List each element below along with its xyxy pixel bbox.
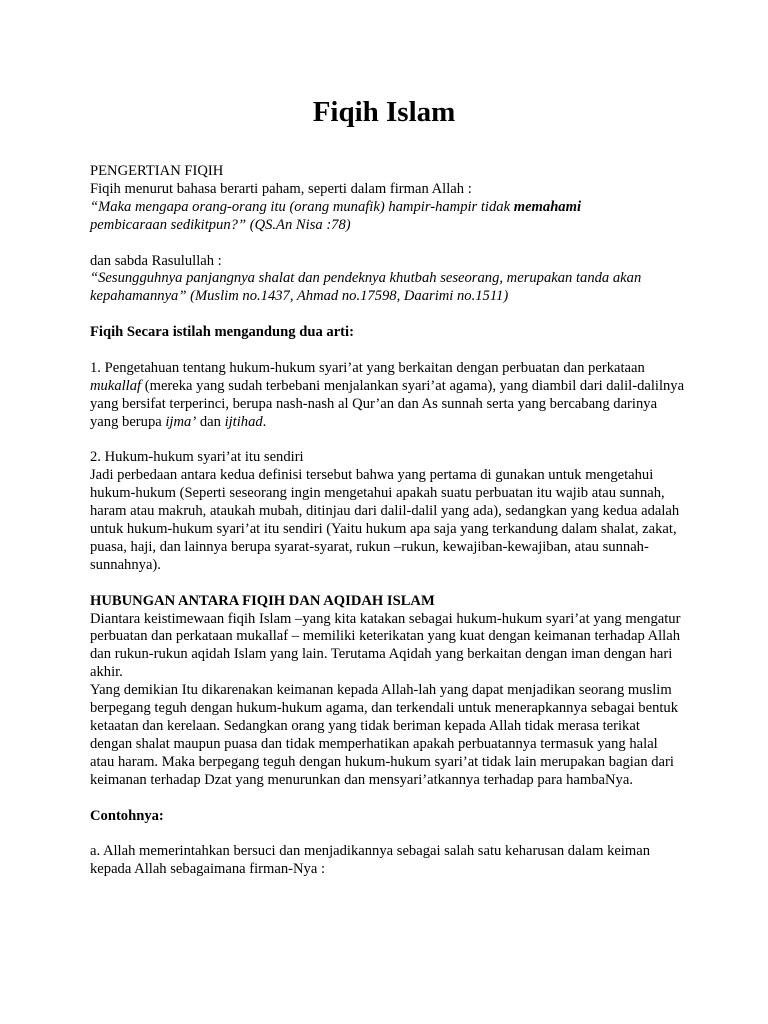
document-body [90, 163, 685, 879]
section-heading-hubungan: HUBUNGAN ANTARA FIQIH DAN AQIDAH ISLAM [90, 592, 435, 609]
paragraph-sabda: dan sabda Rasulullah : [90, 252, 222, 269]
page-title: Fiqih Islam [312, 96, 456, 128]
quote-text-b: pembicaraan sedikitpun?” (QS.An Nisa :78) [90, 216, 351, 233]
paragraph-hubungan-1: Diantara keistimewaan fiqih Islam –yang kita katakan sebagai hukum-hukum syari’at yang mengatur perbuatan dan perkataan mukallaf – memiliki keterikatan yang kuat dengan keimanan terhadap Allah dan rukun-rukun aqidah Islam yang lain. Terutama Aqidah yang berkaitan dengan iman dengan hari akhir. [90, 610, 681, 681]
term-ijma: ijma’ [165, 413, 197, 430]
def1-text-end: . [262, 413, 267, 430]
quote-hadith: “Sesungguhnya panjangnya shalat dan pendeknya khutbah seseorang, merupakan tanda akan kepahamannya” (Muslim no.1437, Ahmad no.17598, Daarimi no.1511) [90, 270, 642, 305]
paragraph-intro: Fiqih menurut bahasa berarti paham, seperti dalam firman Allah : [90, 180, 472, 197]
quote-annisa [90, 199, 685, 235]
section-heading-contohnya: Contohnya: [90, 807, 164, 824]
paragraph-definition-2-title: 2. Hukum-hukum syari’at itu sendiri [90, 449, 304, 466]
paragraph-hubungan-2: Yang demikian Itu dikarenakan keimanan kepada Allah-lah yang dapat menjadikan seorang muslim berpegang teguh dengan hukum-hukum agama, dan terkendali untuk menerapkannya sebagai bentuk ketaatan dan kerelaan. Sedangkan orang yang tidak beriman kepada Allah tidak merasa terikat dengan shalat maupun puasa dan tidak memperhatikan apakah perbuatannya termasuk yang halal atau haram. Maka berpegang teguh dengan hukum-hukum syari’at tidak lain merupakan bagian dari keimanan terhadap Dzat yang menurunkan dan mensyari’atkannya terhadap para hambaNya. [90, 682, 679, 788]
term-ijtihad: ijtihad [224, 413, 263, 430]
def1-text-b: (mereka yang sudah terbebani menjalankan syari’at agama), yang diambil dari dalil-dalilnya yang bersifat terperinci, berupa nash-nash al Qur’an dan As sunnah serta yang bercabang darinya yang berupa [90, 377, 685, 430]
quote-emphasis: memahami [513, 198, 582, 215]
paragraph-definition-2-body: Jadi perbedaan antara kedua definisi tersebut bahwa yang pertama di gunakan untuk mengetahui hukum-hukum (Seperti seseorang ingin mengetahui apakah suatu perbuatan itu wajib atau sunnah, haram atau makruh, ataukah mubah, ditinjau dari dalil-dalil yang ada), sedangkan yang kedua adalah untuk hukum-hukum syari’at itu sendiri (Yaitu hukum apa saja yang terkandung dalam shalat, zakat, puasa, haji, dan lainnya berupa syarat-syarat, rukun –rukun, kewajiban-kewajiban, atau sunnah-sunnahnya). [90, 467, 680, 573]
section-heading-istilah: Fiqih Secara istilah mengandung dua arti: [90, 324, 354, 341]
def1-text-dan: dan [196, 413, 225, 430]
paragraph-definition-1 [90, 360, 685, 432]
paragraph-contoh-a: a. Allah memerintahkan bersuci dan menjadikannya sebagai salah satu keharusan dalam keiman kepada Allah sebagaimana firman-Nya : [90, 843, 651, 878]
section-heading-pengertian: PENGERTIAN FIQIH [90, 163, 224, 179]
def1-text-a: 1. Pengetahuan tentang hukum-hukum syari’at yang berkaitan dengan perbuatan dan perkataan [90, 359, 645, 376]
term-mukallaf: mukallaf [90, 377, 142, 394]
quote-text-a: “Maka mengapa orang-orang itu (orang munafik) hampir-hampir tidak [90, 198, 514, 215]
